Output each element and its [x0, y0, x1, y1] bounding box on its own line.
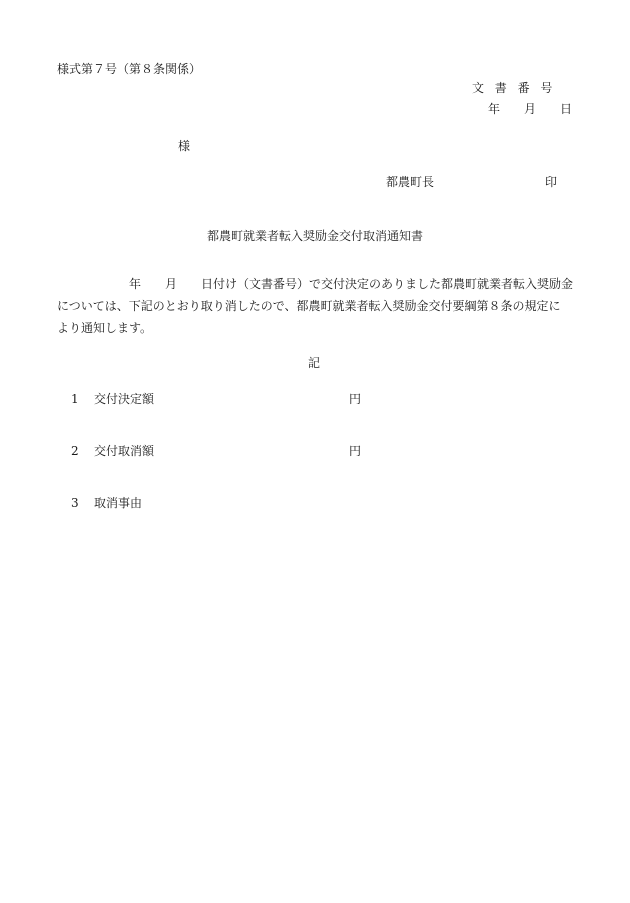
- item-label: 交付決定額: [94, 392, 155, 406]
- form-header: 様式第７号（第８条関係）: [57, 62, 202, 76]
- document-number-label: 文書番号: [472, 81, 564, 95]
- body-line-2: については、下記のとおり取り消したので、都農町就業者転入奨励金交付要綱第８条の規定に: [57, 299, 561, 313]
- item-label: 交付取消額: [94, 444, 155, 458]
- document-title: 都農町就業者転入奨励金交付取消通知書: [206, 229, 423, 243]
- issuer-title: 都農町長: [386, 175, 435, 189]
- ki-label: 記: [308, 356, 321, 370]
- item-number: 2: [71, 444, 79, 458]
- seal-mark: 印: [545, 175, 558, 189]
- body-line-3: より通知します。: [57, 321, 153, 335]
- date-line: 年 月 日: [488, 102, 573, 116]
- item-number: 3: [71, 496, 79, 510]
- item-unit: 円: [349, 444, 362, 458]
- item-label: 取消事由: [94, 496, 143, 510]
- body-line-1: 年 月 日付け（文書番号）で交付決定のありました都農町就業者転入奨励金: [57, 277, 574, 291]
- item-unit: 円: [349, 392, 362, 406]
- addressee-suffix: 様: [178, 139, 191, 153]
- item-number: 1: [71, 392, 79, 406]
